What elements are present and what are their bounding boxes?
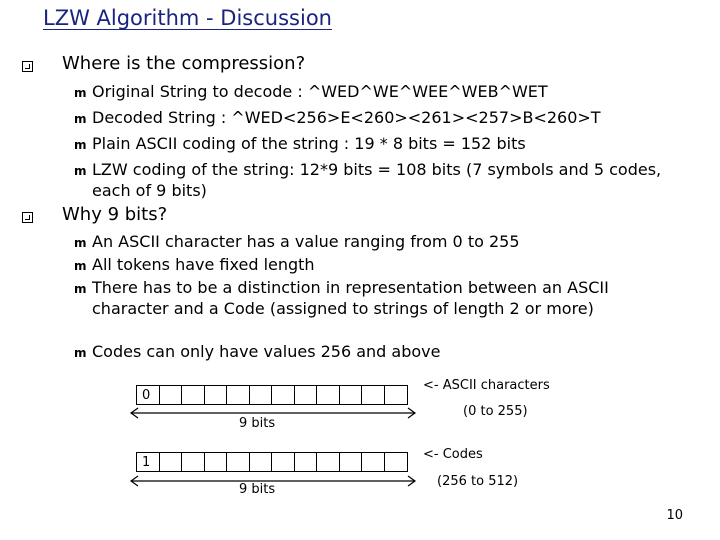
- checkbox-bullet-icon: [22, 212, 33, 223]
- section-heading-why-9-bits: Why 9 bits?: [62, 204, 168, 225]
- bullet-icon: [74, 259, 87, 273]
- ascii-range-label: (0 to 255): [463, 404, 528, 419]
- first-bit-cell: 0: [137, 386, 160, 404]
- list-item: LZW coding of the string: 12*9 bits = 108 bits (7 symbols and 5 codes, each of 9 bits): [92, 160, 662, 200]
- bullet-icon: [74, 164, 87, 178]
- codes-width-label: 9 bits: [239, 482, 276, 497]
- slide-title: LZW Algorithm - Discussion: [43, 6, 332, 30]
- first-bit-cell: 1: [137, 453, 160, 471]
- bullet-icon: [74, 86, 87, 100]
- list-item: There has to be a distinction in representation between an ASCII character and a Code (assigned to strings of length 2 or more): [92, 278, 609, 318]
- list-item: Codes can only have values 256 and above: [92, 342, 441, 361]
- ascii-arrow-label: <- ASCII characters: [423, 378, 550, 393]
- ascii-width-label: 9 bits: [239, 416, 276, 431]
- list-item: Original String to decode : ^WED^WE^WEE^WEB^WET: [92, 82, 548, 101]
- bullet-icon: [74, 346, 87, 360]
- list-item: An ASCII character has a value ranging from 0 to 255: [92, 232, 520, 251]
- ascii-bit-cells: [136, 385, 408, 405]
- codes-arrow-label: <- Codes: [423, 447, 483, 462]
- bullet-icon: [74, 138, 87, 152]
- bullet-icon: [74, 236, 87, 250]
- bullet-icon: [74, 112, 87, 126]
- codes-range-label: (256 to 512): [437, 474, 519, 489]
- bullet-icon: [74, 282, 87, 296]
- list-item: Decoded String : ^WED<256>E<260><261><257>B<260>T: [92, 108, 601, 127]
- code-bit-cells: [136, 452, 408, 472]
- section-heading-compression: Where is the compression?: [62, 53, 306, 74]
- list-item: Plain ASCII coding of the string : 19 * 8 bits = 152 bits: [92, 134, 526, 153]
- page-number: 10: [666, 508, 683, 523]
- checkbox-bullet-icon: [22, 61, 33, 72]
- list-item: All tokens have fixed length: [92, 255, 315, 274]
